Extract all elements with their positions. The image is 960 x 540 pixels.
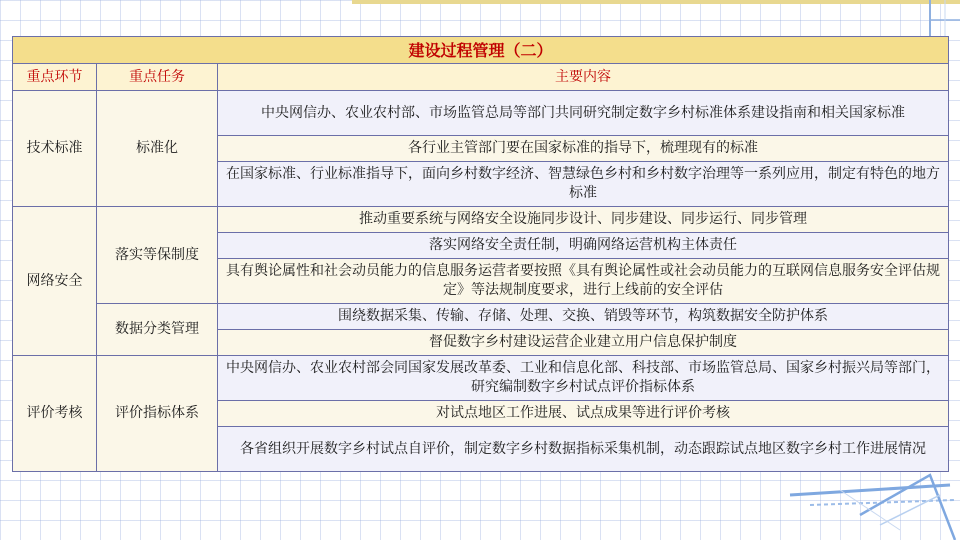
task-cell: 标准化	[97, 91, 218, 207]
header-main-content: 主要内容	[218, 64, 949, 91]
content-cell: 在国家标准、行业标准指导下，面向乡村数字经济、智慧绿色乡村和乡村数字治理等一系列应用，制定有特色的地方标准	[218, 162, 949, 207]
content-cell: 具有舆论属性和社会动员能力的信息服务运营者要按照《具有舆论属性或社会动员能力的互联网信息服务安全评估规定》等法规制度要求，进行上线前的安全评估	[218, 259, 949, 304]
content-cell: 中央网信办、农业农村部会同国家发展改革委、工业和信息化部、科技部、市场监管总局、国家乡村振兴局等部门，研究编制数字乡村试点评价指标体系	[218, 356, 949, 401]
top-accent-bar	[352, 0, 960, 4]
header-key-task: 重点任务	[97, 64, 218, 91]
content-cell: 中央网信办、农业农村部、市场监管总局等部门共同研究制定数字乡村标准体系建设指南和相关国家标准	[218, 91, 949, 136]
category-cell: 评价考核	[13, 356, 97, 472]
process-management-table	[12, 36, 949, 472]
task-cell: 落实等保制度	[97, 207, 218, 304]
content-cell: 对试点地区工作进展、试点成果等进行评价考核	[218, 401, 949, 427]
table-title: 建设过程管理（二）	[13, 37, 949, 64]
content-cell: 督促数字乡村建设运营企业建立用户信息保护制度	[218, 330, 949, 356]
category-cell: 网络安全	[13, 207, 97, 356]
task-cell: 评价指标体系	[97, 356, 218, 472]
header-key-stage: 重点环节	[13, 64, 97, 91]
content-cell: 落实网络安全责任制，明确网络运营机构主体责任	[218, 233, 949, 259]
category-cell: 技术标准	[13, 91, 97, 207]
content-cell: 围绕数据采集、传输、存储、处理、交换、销毁等环节，构筑数据安全防护体系	[218, 304, 949, 330]
content-cell: 各省组织开展数字乡村试点自评价，制定数字乡村数据指标采集机制，动态跟踪试点地区数字乡村工作进展情况	[218, 427, 949, 472]
content-cell: 推动重要系统与网络安全设施同步设计、同步建设、同步运行、同步管理	[218, 207, 949, 233]
content-cell: 各行业主管部门要在国家标准的指导下，梳理现有的标准	[218, 136, 949, 162]
task-cell: 数据分类管理	[97, 304, 218, 356]
